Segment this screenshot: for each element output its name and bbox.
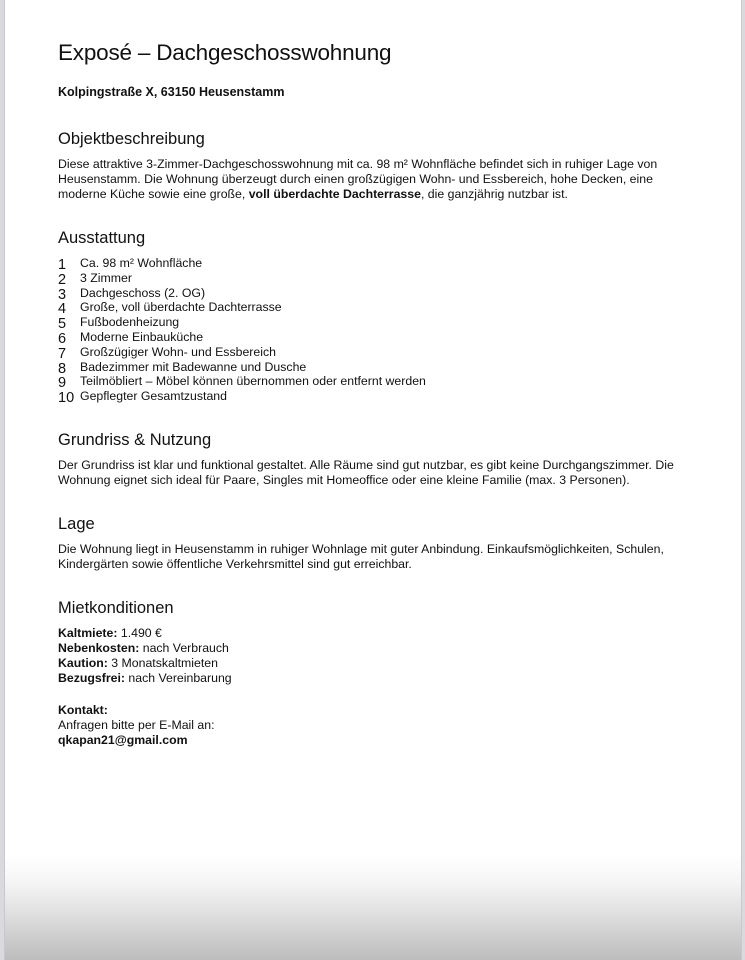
list-item: 8 Badezimmer mit Badewanne und Dusche xyxy=(58,359,307,377)
heading-grundriss: Grundriss & Nutzung xyxy=(58,431,212,449)
contact-text: Anfragen bitte per E-Mail an: xyxy=(58,718,215,732)
list-item: 2 3 Zimmer xyxy=(58,270,132,288)
contact-block xyxy=(58,703,215,748)
heading-lage: Lage xyxy=(58,515,95,533)
property-address: Kolpingstraße X, 63150 Heusenstamm xyxy=(58,85,285,99)
heading-ausstattung: Ausstattung xyxy=(58,229,146,247)
mietkonditionen-list xyxy=(58,626,232,686)
kaution-row: Kaution: 3 Monatskaltmieten xyxy=(58,656,218,670)
nebenkosten-row: Nebenkosten: nach Verbrauch xyxy=(58,641,229,655)
list-item: 5 Fußbodenheizung xyxy=(58,315,180,333)
contact-label: Kontakt: xyxy=(58,703,108,717)
list-item: 9 Teilmöbliert – Möbel können übernommen oder entfernt werden xyxy=(58,374,426,392)
list-item: 10 Gepflegter Gesamtzustand xyxy=(58,389,227,407)
grundriss-text: Der Grundriss ist klar und funktional gestaltet. Alle Räume sind gut nutzbar, es gibt keine Durchgangszimmer. Die Wohnung eignet sich ideal für Paare, Singles mit Homeoffice oder eine kleine Familie (max. 3 Personen). xyxy=(58,458,674,487)
list-item: 7 Großzügiger Wohn- und Essbereich xyxy=(58,344,276,362)
contact-email[interactable]: qkapan21@gmail.com xyxy=(58,733,188,747)
list-item: 6 Moderne Einbauküche xyxy=(58,329,204,347)
bezugsfrei-row: Bezugsfrei: nach Vereinbarung xyxy=(58,671,232,685)
list-item: 3 Dachgeschoss (2. OG) xyxy=(58,285,206,303)
kaltmiete-row: Kaltmiete: 1.490 € xyxy=(58,626,162,640)
document-title: Exposé – Dachgeschosswohnung xyxy=(58,40,392,65)
list-item: 1 Ca. 98 m² Wohnfläche xyxy=(58,256,203,273)
highlight-dachterrasse: voll überdachte Dachterrasse xyxy=(248,187,421,201)
heading-mietkonditionen: Mietkonditionen xyxy=(58,599,174,617)
lage-text: Die Wohnung liegt in Heusenstamm in ruhiger Wohnlage mit guter Anbindung. Einkaufsmöglichkeiten, Schulen, Kindergärten sowie öffentliche Verkehrsmittel sind gut erreichbar. xyxy=(58,542,664,571)
document-page xyxy=(4,0,742,960)
list-item: 4 Große, voll überdachte Dachterrasse xyxy=(58,300,282,318)
ausstattung-list xyxy=(58,256,426,407)
objektbeschreibung-text: Diese attraktive 3-Zimmer-Dachgeschosswohnung mit ca. 98 m² Wohnfläche befindet sich in ruhiger Lage von Heusenstamm. Die Wohnung überzeugt durch einen großzügigen Wohn- und Essbereich, hohe Decken, eine moderne Küche sowie eine große, voll überdachte Dachterrasse, die ganzjährig nutzbar ist. xyxy=(58,157,658,201)
heading-objektbeschreibung: Objektbeschreibung xyxy=(58,130,205,148)
